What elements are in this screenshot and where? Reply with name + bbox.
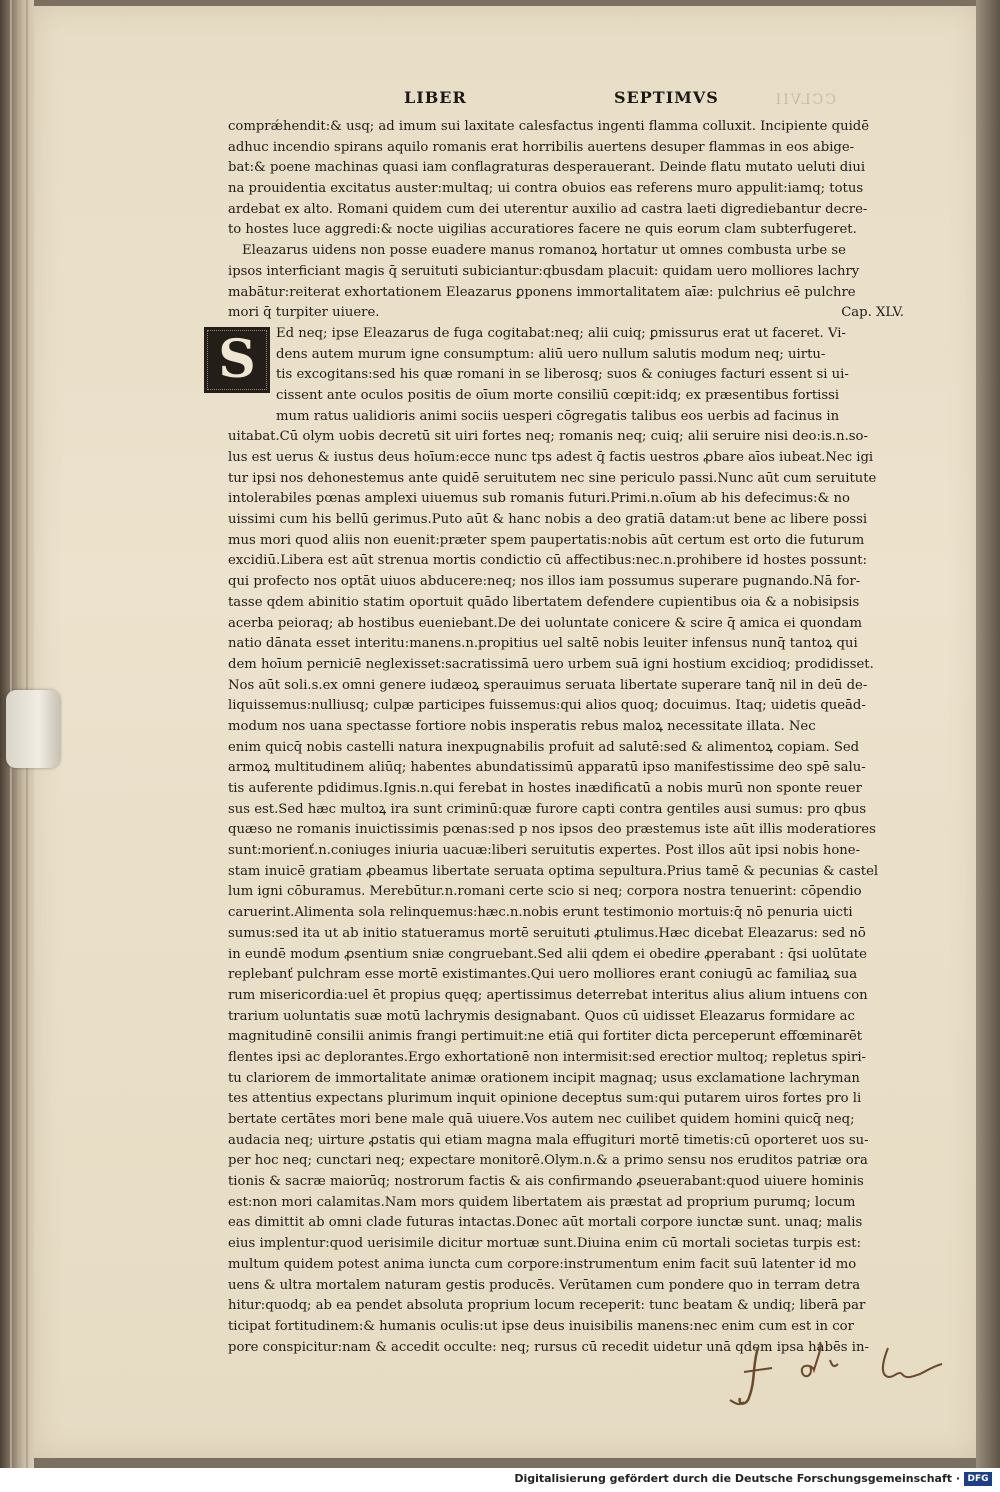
dfg-logo: DFG [964, 1472, 992, 1486]
text-line: caruerint.Alimenta sola relinquemus:hæc.n.nobis erunt testimonio mortuis:q̄ nō penuria uicti [228, 905, 853, 921]
text-line: dens autem murum igne consumptum: aliū uero nullum salutis modum neq; uirtu- [276, 346, 826, 362]
running-head-right: SEPTIMVS [614, 88, 719, 107]
text-line: na prouidentia excitatus auster:multaq; ui contra obuios eas referens muro appulit:iamq; totus [228, 181, 864, 197]
text-line: tasse qdem abinitio statim oportuit quādo libertatem defendere cupientibus oia & a nobisipsis [228, 594, 860, 610]
text-line: tur ipsi nos dehonestemus ante quidē seruitutem nec sine periculo passi.Nunc aūt cum seruitute [228, 470, 877, 486]
running-head [0, 88, 1000, 112]
chapter-number: Cap. XLV. [841, 305, 904, 321]
text-line: mum ratus ualidioris animi sociis uesperi cōgregatis talibus eos uerbis ad facinus in [276, 408, 840, 424]
initial-block [218, 324, 904, 427]
text-line: flentes ipsi ac deplorantes.Ergo exhortationē non intermisit:sed erectior multoq; repletus spiri- [228, 1049, 866, 1065]
text-line: tionis & sacræ maiorūq; nostrorum factis & ais confirmando ꝓseuerabant:quod uiuere hominis [228, 1174, 864, 1190]
text-line: quæso ne romanis inuictissimis pœnas:sed p nos ipsos deo præstemus iste aūt illis moderatiores [228, 822, 876, 838]
text-line: to hostes luce aggredi:& nocte uigilias accuratiores facere ne quis eorum clam subterfugeret. [228, 222, 857, 238]
text-line: multum quidem potest anima iuncta cum corpore:instrumentum enim facit suū latenter id mo [228, 1256, 857, 1272]
text-line: enim quicq̄ nobis castelli natura inexpugnabilis profuit ad salutē:sed & alimentoꝝ copiam. Sed [228, 739, 860, 755]
book-fore-edge [976, 0, 1000, 1468]
text-line: audacia neq; uirture ꝓstatis qui etiam magna mala effugituri mortē timetis:cū oporteret uos su- [228, 1132, 869, 1148]
bleed-through-text: CCLVII [773, 92, 836, 108]
text-line: sumus:sed ita ut ab initio statueramus mortē seruituti ꝓtulimus.Hæc dicebat Eleazarus: sed nō [228, 925, 866, 941]
decorated-initial: S [204, 327, 270, 393]
handwritten-margin-note [718, 1338, 978, 1418]
text-line: comprǽhendit:& usq; ad imum sui laxitate calesfactus ingenti flamma colluxit. Incipiente quidē [228, 119, 870, 134]
text-line: stam inuicē gratiam ꝓbeamus libertate seruata optima sepultura.Prius tamē & pecunias & castel [228, 863, 879, 879]
text-line: Nos aūt soli.s.ex omni genere iudæoꝝ sperauimus seruata libertate superare tanq̄ nil in deū de- [228, 677, 868, 693]
text-line: pore conspicitur:nam & accedit occulte: neq; rursus cū recedit uidetur unā qdem ipsa habēs in- [228, 1339, 869, 1355]
text-line: armoꝝ multitudinem aliūq; habentes abundatissimū apparatū ipso manifestissime deo spē salu- [228, 760, 866, 776]
text-line: ipsos interficiant magis q̄ seruituti subiciantur:qbusdam placuit: quidam uero molliores lachry [228, 263, 860, 279]
page-text [218, 117, 904, 1358]
body-text [228, 427, 904, 1358]
text-line: tu clariorem de immortalitate animæ orationem incipit magnaq; usus exclamatione lachryman [228, 1070, 860, 1086]
page-clip [6, 690, 60, 768]
text-line: hitur:quodq; ab ea pendet absoluta proprium locum receperit: tunc beatam & undiq; liberā par [228, 1298, 866, 1314]
text-line: bertate certātes mori bene male quā uiuere.Vos autem nec cuilibet quidem homini quicq̄ neq; [228, 1112, 855, 1127]
text-line: in eundē modum ꝓsentium sniæ congruebant.Sed alii qdem ei obedire ꝓperabant : q̄si uolūtate [228, 946, 867, 962]
text-line: eius implentur:quod uerisimile dicitur mortuæ sunt.Diuina enim cū mortali societas turpis est: [228, 1236, 862, 1252]
text-line: mus mori quod aliis non euenit:præter spem paupertatis:nobis aūt certum est orto die futurum [228, 532, 865, 548]
paragraph-1 [228, 117, 904, 241]
text-line: tis excogitans:sed his quæ romani in se liberosq; suos & coniuges facturi essent si ui- [276, 367, 849, 383]
text-line: bat:& poene machinas quasi iam conflagraturas desperauerant. Deinde flatu mutato ueluti diui [228, 160, 866, 176]
text-line: per hoc neq; cunctari neq; expectare monitorē.Olym.n.& a primo sensu nos eruditos patriæ ora [228, 1153, 868, 1169]
text-line: intolerabiles pœnas amplexi uiuemus sub romanis futuri.Primi.n.oīum ab his defecimus:& no [228, 491, 850, 507]
text-line: excidiū.Libera est aūt strenua mortis condictio cū affectibus:nec.n.prohibere id hostes possunt: [228, 553, 868, 569]
text-line: modum nos uana spectasse fortiore nobis insperatis rebus maloꝝ necessitate illata. Nec [228, 718, 816, 734]
text-line: trarium uoluntatis suæ motū lachrymis designabant. Quos cū uidisset Eleazarus formidare ac [228, 1008, 855, 1024]
text-line: sunt:morienť.n.coniuges iniuria uacuæ:liberi seruitutis expertes. Post illos aūt ipsi nobis hone- [228, 843, 861, 859]
text-line: lus est uerus & iustus deus hoīum:ecce nunc tps adest q̄ factis uestros ꝓbare aīos iubeat.Nec igi [228, 450, 874, 465]
chapter-summary [228, 241, 904, 303]
text-line: ticipat fortitudinem:& humanis oculis:ut ipse deus inuisibilis manens:nec enim cum est in cor [228, 1318, 854, 1334]
text-line: dem hoīum perniciē neglexisset:sacratissimā uero urbem suā igni hostium excidioq; prodidisset. [228, 656, 874, 672]
text-line: eas dimittit ab omni clade futuras intactas.Donec aūt mortali corpore iunctæ sunt. unaq; malis [228, 1215, 863, 1231]
text-line: acerba peioraq; ab hostibus eueniebant.De dei uoluntate conicere & scire q̄ amica ei quondam [228, 615, 863, 631]
chapter-line-text: mori q̄ turpiter uiuere. [228, 305, 380, 321]
text-line: tes attentius expectans plurimum inquit opinione deceptus sum:qui putarem uiros fortes pro li [228, 1091, 862, 1107]
text-line: uens & ultra mortalem naturam gestis producēs. Verūtamen cum pondere quo in terram detra [228, 1277, 861, 1293]
text-line: uissimi cum his bellū gerimus.Puto aūt & hanc nobis a deo gratiā datam:ut bene ac libere possi [228, 512, 868, 528]
text-line: magnitudinē consilii animis frangi pertimuit:ne etiā qui fortiter dicta perceperunt effœminarēt [228, 1029, 863, 1045]
text-line: tis auferente pdidimus.Ignis.n.qui ferebat in hostes inædificatū a nobis murū non sponte reuer [228, 781, 862, 796]
text-line: ardebat ex alto. Romani quidem cum dei uterentur auxilio ad castra laeti digrediebantur decre- [228, 201, 868, 217]
text-line: qui profecto nos optāt uiuos abducere:neq; nos illos iam possumus superare pugnando.Nā for- [228, 574, 861, 590]
text-line: est:non mori calamitas.Nam mors quidem libertatem ais præstat ad proprium purumq; locum [228, 1194, 856, 1210]
text-line: cissent ante oculos positis de oīum morte consiliū cœpit:idq; ex præsentibus fortissi [276, 387, 840, 403]
text-line: liquissemus:nulliusq; culpæ participes fuissemus:qui alios quoq; docuimus. Itaq; uidetis queād- [228, 698, 866, 714]
chapter-line [228, 303, 904, 324]
footer-credit: Digitalisierung gefördert durch die Deutsche Forschungsgemeinschaft · [514, 1472, 960, 1485]
text-line: Ed neq; ipse Eleazarus de fuga cogitabat:neq; alii cuiq; ꝑmissurus erat ut faceret. Vi- [276, 325, 846, 341]
text-line: Eleazarus uidens non posse euadere manus romanoꝝ hortatur ut omnes combusta urbe se [242, 243, 846, 259]
text-line: lum igni cōburamus. Merebūtur.n.romani certe scio si neq; corpora nostra tenuerint: cōpendio [228, 884, 862, 900]
text-line: replebanť pulchram esse mortē existimantes.Qui uero molliores erant coniugū ac familiaꝝ sua [228, 967, 858, 983]
text-line: adhuc incendio spirans aquilo romanis erat horribilis auertens desuper flammas in eos abige- [228, 139, 855, 155]
running-head-left: LIBER [404, 88, 467, 107]
text-line: uitabat.Cū olym uobis decretū sit uiri fortes neq; romanis neq; cuiq; alii seruire nisi deo:is.n.so- [228, 429, 868, 445]
text-line: mabātur:reiterat exhortationem Eleazarus ꝑponens immortalitatem aīæ: pulchrius eē pulchre [228, 284, 856, 300]
footer [0, 1468, 1000, 1492]
text-line: natio dānata esset interitu:manens.n.propitius uel saltē nobis leuiter infensus nunq̄ tantoꝝ qui [228, 636, 858, 652]
initial-lines [228, 324, 904, 427]
text-line: rum misericordia:uel ēt propius quęq; apertissimus deterrebat interitus alius alium intuens con [228, 987, 868, 1003]
text-line: sus est.Sed hæc multoꝝ ira sunt criminū:quæ furore capti contra gentiles ausi sumus: pro qbus [228, 801, 867, 817]
